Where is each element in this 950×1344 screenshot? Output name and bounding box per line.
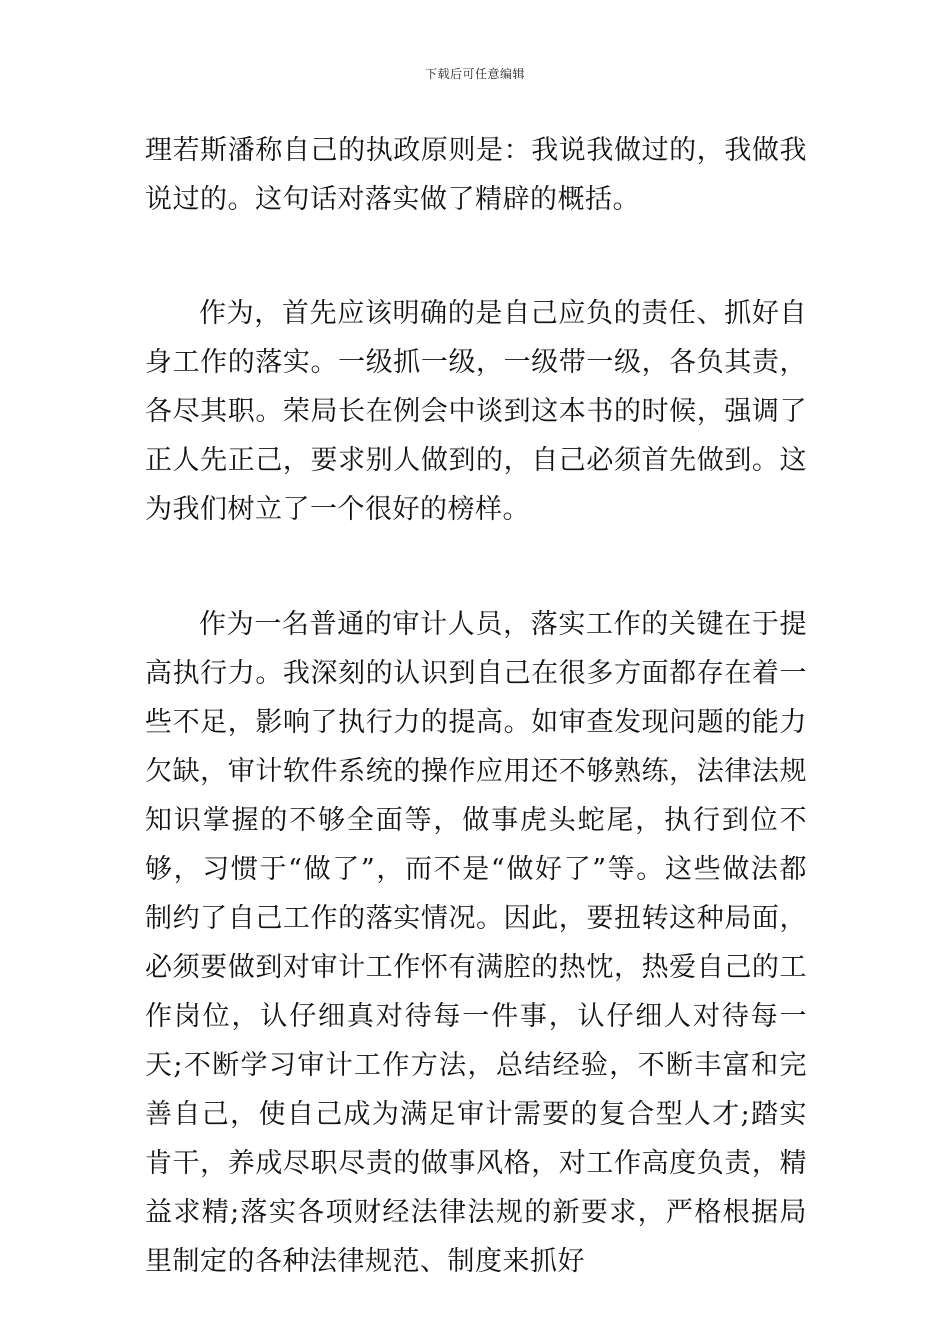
paragraph-spacer xyxy=(145,224,807,289)
header-note: 下载后可任意编辑 xyxy=(424,67,525,81)
paragraph-2: 作为，首先应该明确的是自己应负的责任、抓好自身工作的落实。一级抓一级，一级带一级，各负其责，各尽其职。荣局长在例会中谈到这本书的时候，强调了正人先正己，要求别人做到的，自己必须首先做到。这为我们树立了一个很好的榜样。 xyxy=(145,298,807,525)
document-body xyxy=(145,126,807,1286)
paragraph-spacer xyxy=(145,534,807,600)
paragraph-1: 理若斯潘称自己的执政原则是：我说我做过的，我做我说过的。这句话对落实做了精辟的概括。 xyxy=(145,135,807,215)
paragraph-3: 作为一名普通的审计人员，落实工作的关键在于提高执行力。我深刻的认识到自己在很多方面都存在着一些不足，影响了执行力的提高。如审查发现问题的能力欠缺，审计软件系统的操作应用还不够熟练，法律法规知识掌握的不够全面等，做事虎头蛇尾，执行到位不够，习惯于“做了”，而不是“做好了”等。这些做法都制约了自己工作的落实情况。因此，要扭转这种局面，必须要做到对审计工作怀有满腔的热忱，热爱自己的工作岗位，认仔细真对待每一件事，认仔细人对待每一天;不断学习审计工作方法，总结经验，不断丰富和完善自己，使自己成为满足审计需要的复合型人才;踏实肯干，养成尽职尽责的做事风格，对工作高度负责，精益求精;落实各项财经法律法规的新要求，严格根据局里制定的各种法律规范、制度来抓好 xyxy=(145,609,807,1277)
